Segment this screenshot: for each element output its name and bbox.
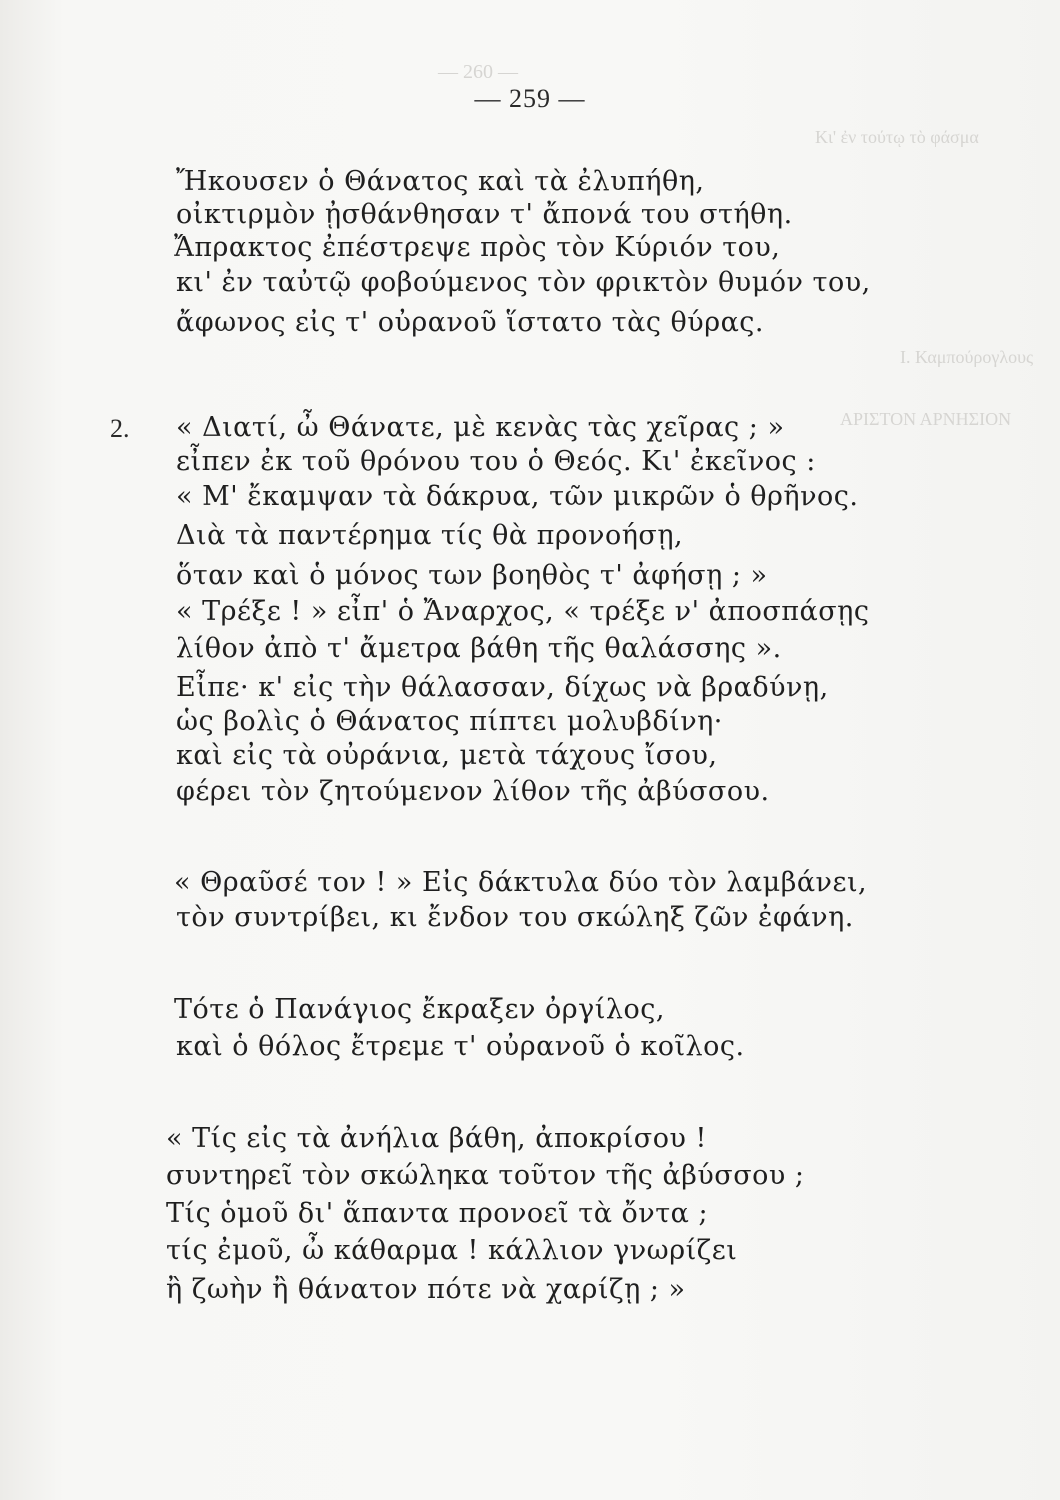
bleed-through-fragment: Κι' ἐν τούτῳ τὸ φάσμα — [815, 127, 979, 147]
verse-line: « Θραῦσέ τον ! » Εἰς δάκτυλα δύο τὸν λαμβάνει, — [174, 867, 868, 898]
stanza-number: 2. — [110, 414, 130, 443]
verse-line: λίθον ἀπὸ τ' ἄμετρα βάθη τῆς θαλάσσης ». — [176, 633, 782, 664]
verse-line: « Τίς εἰς τὰ ἀνήλια βάθη, ἀποκρίσου ! — [166, 1123, 707, 1154]
verse-line: Ἤκουσεν ὁ Θάνατος καὶ τὰ ἐλυπήθη, — [176, 166, 705, 197]
bleed-through-fragment: Ι. Καμπούρογλους — [900, 347, 1034, 367]
verse-line: ὅταν καὶ ὁ μόνος των βοηθὸς τ' ἀφήσῃ ; » — [176, 560, 768, 591]
verse-line: Τίς ὁμοῦ δι' ἅπαντα προνοεῖ τὰ ὄντα ; — [166, 1198, 709, 1229]
verse-line: Διὰ τὰ παντέρημα τίς θὰ προνοήσῃ, — [176, 520, 684, 551]
verse-line: « Τρέξε ! » εἶπ' ὁ Ἄναρχος, « τρέξε ν' ἀποσπάσῃς — [176, 596, 870, 627]
verse-line: ὡς βολὶς ὁ Θάνατος πίπτει μολυβδίνη· — [176, 706, 723, 737]
verse-line: συντηρεῖ τὸν σκώληκα τοῦτον τῆς ἀβύσσου ; — [166, 1160, 805, 1191]
verse-line: « Μ' ἔκαμψαν τὰ δάκρυα, τῶν μικρῶν ὁ θρῆνος. — [176, 481, 859, 512]
verse-line: καὶ εἰς τὰ οὐράνια, μετὰ τάχους ἴσου, — [176, 740, 718, 771]
verse-line: Τότε ὁ Πανάγιος ἔκραξεν ὀργίλος, — [174, 994, 665, 1025]
verse-line: « Διατί, ὦ Θάνατε, μὲ κενὰς τὰς χεῖρας ; » — [176, 412, 785, 443]
verse-line: τὸν συντρίβει, κι ἔνδον του σκώληξ ζῶν ἐφάνη. — [176, 902, 854, 933]
verse-line: ἄφωνος εἰς τ' οὐρανοῦ ἵστατο τὰς θύρας. — [176, 307, 765, 338]
verse-line: φέρει τὸν ζητούμενον λίθον τῆς ἀβύσσου. — [176, 776, 770, 807]
verse-line: καὶ ὁ θόλος ἔτρεμε τ' οὐρανοῦ ὁ κοῖλος. — [176, 1031, 745, 1062]
verse-line: τίς ἐμοῦ, ὦ κάθαρμα ! κάλλιον γνωρίζει — [166, 1235, 738, 1266]
verse-line: εἶπεν ἐκ τοῦ θρόνου του ὁ Θεός. Κι' ἐκεῖνος : — [176, 446, 816, 477]
bleed-through-page-number: — 260 — — [438, 61, 518, 83]
bleed-through-fragment: ΑΡΙΣΤΟΝ ΑΡΝΗΣΙΟΝ — [840, 409, 1012, 429]
page-number: — 259 — — [474, 84, 586, 113]
verse-line: Εἶπε· κ' εἰς τὴν θάλασσαν, δίχως νὰ βραδύνῃ, — [176, 672, 829, 703]
verse-line: κι' ἐν ταὐτῷ φοβούμενος τὸν φρικτὸν θυμόν του, — [176, 267, 871, 298]
verse-line: οἰκτιρμὸν ᾐσθάνθησαν τ' ἄπονά του στήθη. — [176, 199, 793, 230]
verse-line: ἢ ζωὴν ἢ θάνατον πότε νὰ χαρίζῃ ; » — [166, 1274, 686, 1305]
verse-line: Ἄπρακτος ἐπέστρεψε πρὸς τὸν Κύριόν του, — [174, 232, 781, 263]
